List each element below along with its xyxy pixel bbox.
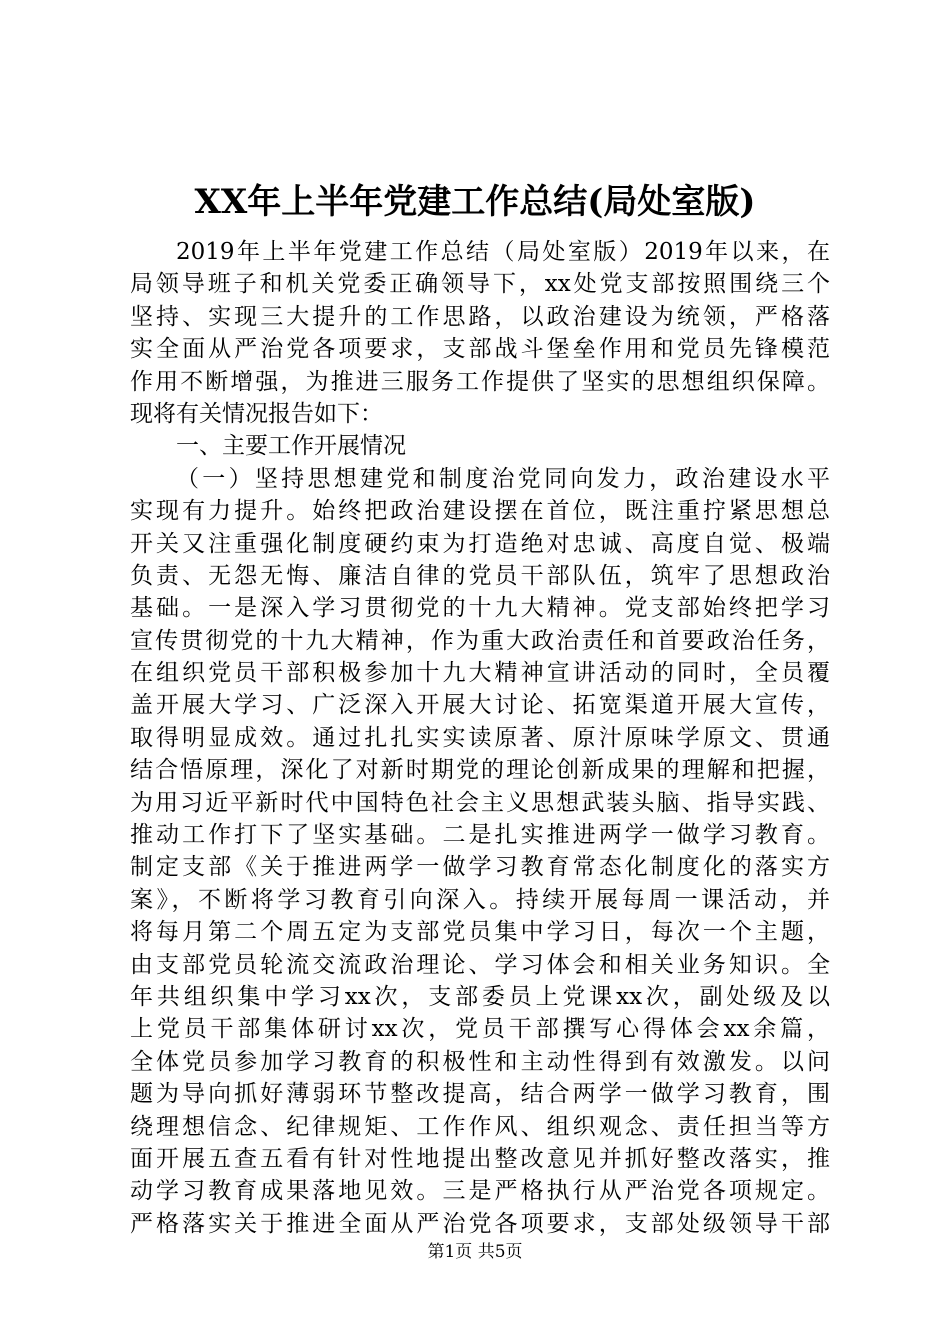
text-line: 现将有关情况报告如下：	[130, 400, 383, 427]
text-line: （一）坚持思想建党和制度治党同向发力，政治建设水平	[176, 465, 830, 492]
document-title: XX年上半年党建工作总结(局处室版)	[194, 182, 756, 222]
text-line: 开关又注重强化制度硬约束为打造绝对忠诚、高度自觉、极端	[130, 530, 830, 557]
text-line: 绕理想信念、纪律规矩、工作作风、组织观念、责任担当等方	[130, 1113, 830, 1140]
document-body	[130, 236, 830, 1240]
text-line: 动学习教育成果落地见效。三是严格执行从严治党各项规定。	[130, 1178, 830, 1205]
text-line: 上党员干部集体研讨xx次，党员干部撰写心得体会xx余篇，	[130, 1016, 830, 1043]
text-line: 制定支部《关于推进两学一做学习教育常态化制度化的落实方	[130, 854, 830, 881]
text-line: 将每月第二个周五定为支部党员集中学习日，每次一个主题，	[130, 919, 830, 946]
text-line: 结合悟原理，深化了对新时期党的理论创新成果的理解和把握，	[130, 757, 830, 784]
text-line: 案》，不断将学习教育引向深入。持续开展每周一课活动，并	[130, 886, 830, 913]
page-number-footer: 第1页 共5页	[427, 1242, 523, 1262]
text-line: 为用习近平新时代中国特色社会主义思想武装头脑、指导实践、	[130, 789, 830, 816]
text-line: 取得明显成效。通过扎扎实实读原著、原汁原味学原文、贯通	[130, 724, 830, 751]
text-line: 坚持、实现三大提升的工作思路，以政治建设为统领，严格落	[130, 303, 830, 330]
text-line: 盖开展大学习、广泛深入开展大讨论、拓宽渠道开展大宣传，	[130, 692, 830, 719]
section-heading: 一、主要工作开展情况	[176, 433, 406, 460]
text-line: 推动工作打下了坚实基础。二是扎实推进两学一做学习教育。	[130, 822, 830, 849]
text-line: 全体党员参加学习教育的积极性和主动性得到有效激发。以问	[130, 1048, 830, 1075]
text-line: 作用不断增强，为推进三服务工作提供了坚实的思想组织保障。	[130, 368, 830, 395]
text-line: 年共组织集中学习xx次，支部委员上党课xx次，副处级及以	[130, 983, 830, 1010]
text-line: 严格落实关于推进全面从严治党各项要求，支部处级领导干部	[130, 1210, 830, 1237]
text-line: 2019年上半年党建工作总结（局处室版）2019年以来，在	[176, 239, 830, 265]
text-line: 由支部党员轮流交流政治理论、学习体会和相关业务知识。全	[130, 951, 830, 978]
text-line: 负责、无怨无悔、廉洁自律的党员干部队伍，筑牢了思想政治	[130, 562, 830, 589]
text-line: 实现有力提升。始终把政治建设摆在首位，既注重拧紧思想总	[130, 498, 830, 525]
text-line: 面开展五查五看有针对性地提出整改意见并抓好整改落实，推	[130, 1145, 830, 1172]
text-line: 宣传贯彻党的十九大精神，作为重大政治责任和首要政治任务，	[130, 627, 830, 654]
text-line: 题为导向抓好薄弱环节整改提高，结合两学一做学习教育，围	[130, 1081, 830, 1108]
text-line: 在组织党员干部积极参加十九大精神宣讲活动的同时，全员覆	[130, 660, 830, 687]
text-line: 局领导班子和机关党委正确领导下，xx处党支部按照围绕三个	[130, 271, 830, 298]
text-line: 实全面从严治党各项要求，支部战斗堡垒作用和党员先锋模范	[130, 336, 830, 363]
text-line: 基础。一是深入学习贯彻党的十九大精神。党支部始终把学习	[130, 595, 830, 622]
